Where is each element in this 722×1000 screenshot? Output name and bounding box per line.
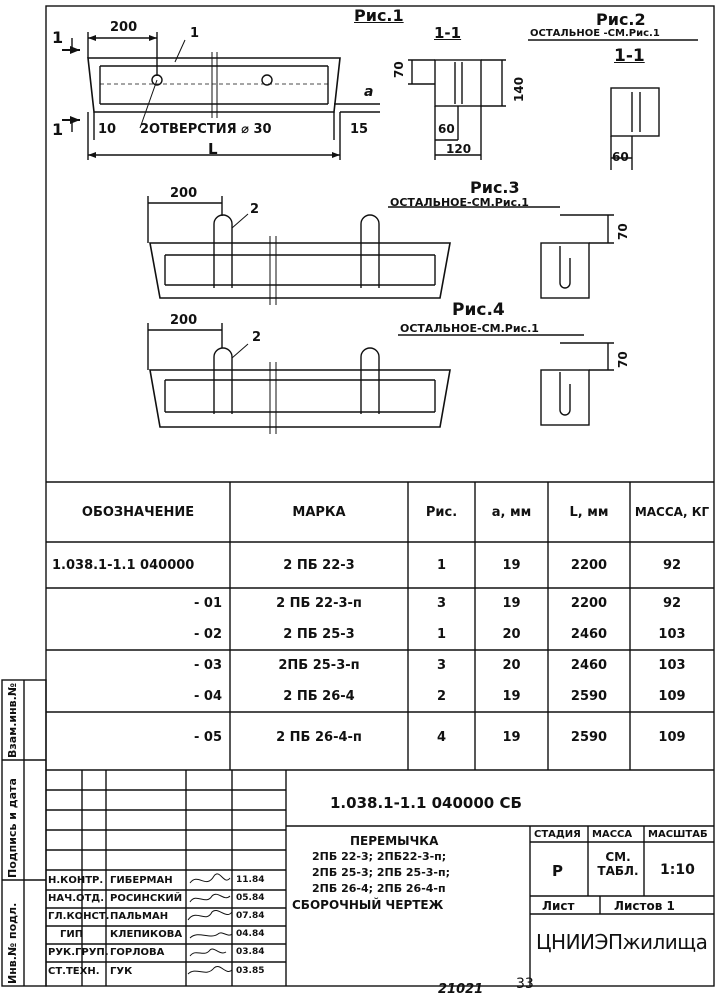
sheet-label: Лист xyxy=(542,899,575,913)
fig1-callout: 1 xyxy=(190,26,200,41)
signature-role: СТ.ТЕХН. xyxy=(48,966,100,977)
signature-date: 07.84 xyxy=(236,911,265,921)
fig1-cut-mark-top: 1 xyxy=(52,28,64,47)
signature-date: 05.84 xyxy=(236,893,265,903)
fig1-dim-top: 200 xyxy=(110,20,138,35)
fig3-dim-top: 200 xyxy=(170,186,198,201)
title-name-line-2: 2ПБ 22-3; 2ПБ22-3-п; xyxy=(312,850,447,863)
fig1-title: Рис.1 xyxy=(354,6,404,25)
row-fig: 1 xyxy=(436,627,447,642)
fig1-dim-right-end: 15 xyxy=(350,122,369,137)
title-name-line-3: 2ПБ 25-3; 2ПБ 25-3-п; xyxy=(312,866,450,879)
fig4-title: Рис.4 xyxy=(452,300,505,320)
organization: ЦНИИЭПжилища xyxy=(536,930,708,954)
row-a: 20 xyxy=(502,627,521,642)
row-fig: 1 xyxy=(436,557,447,573)
fig3-callout: 2 xyxy=(250,202,260,217)
fig4-note: ОСТАЛЬНОЕ-СМ.Рис.1 xyxy=(400,322,539,335)
row-L: 2590 xyxy=(570,689,608,704)
fig1-dim-length: L xyxy=(208,140,218,158)
signature-date: 03.84 xyxy=(236,947,265,957)
row-a: 19 xyxy=(502,557,521,573)
row-mark: 2ПБ 25-3-п xyxy=(278,658,360,673)
row-mark: 2 ПБ 22-3-п xyxy=(276,596,362,611)
row-mass: 103 xyxy=(658,658,686,673)
stage-value: Р xyxy=(552,862,563,880)
sheets-label: Листов 1 xyxy=(614,899,675,913)
row-L: 2200 xyxy=(570,596,608,611)
table-header-mass: МАССА, КГ xyxy=(634,505,710,519)
fig3-title: Рис.3 xyxy=(470,178,520,197)
mass-label: МАССА xyxy=(592,829,633,840)
table-header-L: L, мм xyxy=(569,504,609,520)
fig4-elevation xyxy=(148,323,614,434)
row-a: 19 xyxy=(502,729,521,745)
fig2-note: ОСТАЛЬНОЕ -СМ.Рис.1 xyxy=(530,28,660,39)
fig1-section-label: 1-1 xyxy=(434,24,462,42)
side-margin-replaced-inv: Взам.инв.№ xyxy=(6,682,19,758)
table-header-fig: Рис. xyxy=(425,504,458,520)
side-margin-orig-inv: Инв.№ подл. xyxy=(6,902,19,984)
row-fig: 2 xyxy=(436,689,447,704)
fig3-note: ОСТАЛЬНОЕ-СМ.Рис.1 xyxy=(390,196,529,209)
row-mass: 103 xyxy=(658,627,686,642)
table-header-mark: МАРКА xyxy=(292,504,346,520)
signature-date: 11.84 xyxy=(236,875,265,885)
row-mass: 92 xyxy=(662,596,682,611)
fig3-elevation xyxy=(148,196,614,305)
row-fig: 3 xyxy=(436,658,447,673)
fig1-holes-note: 2ОТВЕРСТИЯ ⌀ 30 xyxy=(140,122,272,137)
fig3-dim-side: 70 xyxy=(616,223,630,240)
signature-date: 04.84 xyxy=(236,929,265,939)
title-name-line-1: ПЕРЕМЫЧКА xyxy=(350,834,439,848)
signature-name: ГОРЛОВА xyxy=(110,947,165,958)
signature-name: РОСИНСКИЙ xyxy=(110,893,183,904)
handwritten-signatures xyxy=(188,874,232,974)
signature-name: ГИБЕРМАН xyxy=(110,875,173,886)
mass-value: СМ. ТАБЛ. xyxy=(597,850,639,878)
row-a: 20 xyxy=(502,658,521,673)
signature-role: ГЛ.КОНСТ. xyxy=(48,911,110,922)
row-fig: 4 xyxy=(436,729,447,745)
signature-name: ГУК xyxy=(110,966,133,977)
table-header-designation: ОБОЗНАЧЕНИЕ xyxy=(81,504,195,520)
row-L: 2590 xyxy=(570,729,608,745)
signature-date: 03.85 xyxy=(236,966,265,976)
title-name-line-5: СБОРОЧНЫЙ ЧЕРТЕЖ xyxy=(292,898,444,912)
fig4-callout: 2 xyxy=(252,330,262,345)
page-number: 33 xyxy=(516,976,534,992)
row-mass: 92 xyxy=(662,557,682,573)
scale-value: 1:10 xyxy=(660,862,695,878)
row-mass: 109 xyxy=(658,729,686,745)
fig4-dim-top: 200 xyxy=(170,313,198,328)
row-designation: - 05 xyxy=(193,729,222,745)
stage-label: СТАДИЯ xyxy=(534,829,581,840)
signature-role: ГИП xyxy=(60,929,84,940)
row-fig: 3 xyxy=(436,596,447,611)
fig1-dim-h70: 70 xyxy=(392,61,406,78)
fig1-dim-a: a xyxy=(364,84,374,100)
row-designation: 1.038.1-1.1 040000 xyxy=(52,557,195,573)
fig1-dim-w120: 120 xyxy=(446,142,472,156)
row-mark: 2 ПБ 26-4-п xyxy=(276,729,362,745)
side-margin-signature-date: Подпись и дата xyxy=(6,778,19,878)
fig1-elevation xyxy=(62,32,380,160)
row-L: 2460 xyxy=(570,627,608,642)
row-designation: - 04 xyxy=(193,689,222,704)
signature-name: КЛЕПИКОВА xyxy=(110,929,183,940)
row-a: 19 xyxy=(502,596,521,611)
row-mark: 2 ПБ 26-4 xyxy=(283,689,355,704)
fig1-dim-h140: 140 xyxy=(512,76,526,102)
inventory-number: 21021 xyxy=(438,982,484,997)
row-designation: - 01 xyxy=(193,596,222,611)
fig1-cut-mark-bottom: 1 xyxy=(52,120,64,139)
table-header-a: a, мм xyxy=(491,504,532,520)
fig2-dim-w60: 60 xyxy=(612,150,629,164)
signature-role: РУК.ГРУП. xyxy=(48,947,109,958)
row-L: 2460 xyxy=(570,658,608,673)
signature-role: Н.КОНТР. xyxy=(48,875,104,886)
row-a: 19 xyxy=(502,689,521,704)
doc-code: 1.038.1-1.1 040000 СБ xyxy=(330,794,522,812)
fig1-dim-left-end: 10 xyxy=(98,122,117,137)
fig1-dim-w60: 60 xyxy=(438,122,455,136)
signature-role: НАЧ.ОТД. xyxy=(48,893,105,904)
row-designation: - 03 xyxy=(193,658,222,673)
fig2-section-label: 1-1 xyxy=(614,46,645,66)
row-designation: - 02 xyxy=(193,627,222,642)
title-name-line-4: 2ПБ 26-4; 2ПБ 26-4-п xyxy=(312,882,446,895)
row-L: 2200 xyxy=(570,557,608,573)
scale-label: МАСШТАБ xyxy=(648,829,708,840)
row-mark: 2 ПБ 22-3 xyxy=(283,557,355,573)
signature-name: ПАЛЬМАН xyxy=(110,911,169,922)
row-mass: 109 xyxy=(658,689,686,704)
dimension-arrows xyxy=(70,35,340,158)
fig2-title: Рис.2 xyxy=(596,10,646,29)
fig4-dim-side: 70 xyxy=(616,351,630,368)
row-mark: 2 ПБ 25-3 xyxy=(283,627,355,642)
